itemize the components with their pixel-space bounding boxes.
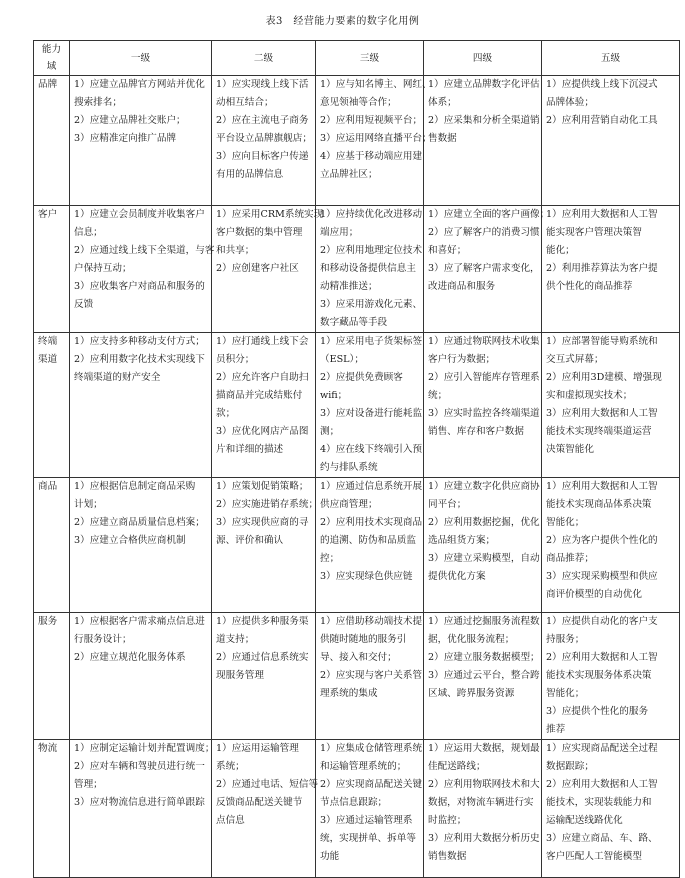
use-case-text-line: （ESL）； — [320, 354, 364, 365]
use-case-text-line: 3）应利用大数据分析历史 — [428, 833, 540, 844]
use-case-text-line: 和移动设备提供信息主 — [320, 263, 416, 274]
use-case-text-line: 数据，对物流车辆进行实 — [428, 797, 534, 808]
use-case-text-line: 的追溯、防伪和品质监 — [320, 535, 416, 546]
use-case-text-line: 商品推荐； — [546, 553, 594, 564]
use-case-text-line: 供随时随地的服务引 — [320, 634, 407, 645]
use-case-text-line: 运输配送线路优化 — [546, 815, 623, 826]
use-case-text-line: 4）应基于移动端应用建 — [320, 151, 423, 162]
header-row — [34, 41, 680, 76]
use-case-cell-level-1 — [70, 76, 212, 206]
use-case-text-line: 2）应通过线上线下全渠道，与客 — [74, 245, 215, 256]
use-case-text-line: 2）应实现商品配送关键 — [320, 779, 423, 790]
use-case-text-line: 功能 — [320, 851, 340, 862]
use-case-text-line: 3）应向目标客户传递 — [216, 151, 309, 162]
use-case-cell-level-4 — [424, 333, 542, 478]
use-case-text-line: 道支持； — [216, 634, 255, 645]
use-case-cell-level-2 — [212, 740, 319, 878]
use-case-text-line: 2）应了解客户的消费习惯 — [428, 227, 540, 238]
use-case-text-line: 2）应利用数字化技术实现线下 — [74, 354, 205, 365]
use-case-text-line: 数据跟踪； — [546, 761, 594, 772]
use-case-text-line: 1）应策划促销策略； — [216, 481, 309, 492]
column-header-level-2: 二级 — [212, 41, 316, 76]
use-case-text-line: 1）应持续优化改进移动 — [320, 209, 423, 220]
use-case-text-line: 推荐 — [546, 724, 566, 735]
use-case-text-line: 端应用； — [320, 227, 359, 238]
table-body — [34, 76, 680, 878]
use-case-text-line: 1）应实现商品配送全过程 — [546, 743, 658, 754]
use-case-text-line: 2）应允许客户自助扫 — [216, 372, 309, 383]
use-case-text-line: 佳配送路线； — [428, 761, 486, 772]
use-case-cell-level-3 — [316, 478, 424, 613]
use-case-text-line: 搜索排名； — [74, 97, 122, 108]
column-header-level-3: 三级 — [316, 41, 424, 76]
use-case-cell-level-2 — [212, 478, 319, 613]
use-case-text-line: 3）应实现采购模型和供应 — [546, 571, 658, 582]
use-case-text-line: 2）应利用营销自动化工具 — [546, 115, 658, 126]
use-case-text-line: 4）应在线下终端引入预 — [320, 444, 423, 455]
use-case-text-line: 立品牌社区； — [320, 169, 378, 180]
use-case-cell-level-1 — [70, 478, 212, 613]
use-case-text-line: 1）应建立全面的客户画像； — [428, 209, 550, 220]
use-case-text-line: 能技术实现终端渠道运营 — [546, 426, 652, 437]
use-case-text-line: 动精准推送； — [320, 281, 378, 292]
use-case-cell-level-3 — [316, 613, 424, 740]
use-case-text-line: 3）应运用网络直播平台； — [320, 133, 432, 144]
domain-cell — [34, 333, 70, 478]
use-case-text-line: 供应商管理； — [320, 499, 378, 510]
capability-use-case-table — [33, 40, 680, 878]
use-case-text-line: 实和虚拟现实技术； — [546, 390, 633, 401]
use-case-cell-level-1 — [70, 333, 212, 478]
table-row — [34, 613, 680, 740]
use-case-text-line: 反馈商品配送关键节 — [216, 797, 303, 808]
use-case-text-line: 描商品并完成结账付 — [216, 390, 303, 401]
use-case-text-line: 统，实现拼单、拆单等 — [320, 833, 416, 844]
use-case-text-line: 智能化； — [546, 517, 585, 528]
use-case-text-line: 3）应提供个性化的服务 — [546, 706, 649, 717]
use-case-text-line: 3）应建立商品、车、路、 — [546, 833, 658, 844]
use-case-text-line: 2）应利用3D建模、增强现 — [546, 372, 662, 383]
use-case-text-line: 3）应对物流信息进行简单跟踪 — [74, 797, 205, 808]
use-case-cell-level-4 — [424, 478, 542, 613]
use-case-text-line: 能技术实现商品体系决策 — [546, 499, 652, 510]
use-case-text-line: 2）应提供免费顾客 — [320, 372, 403, 383]
use-case-text-line: 1）应建立品牌官方网站并优化 — [74, 79, 205, 90]
use-case-text-line: 2）应建立品牌社交账户； — [74, 115, 186, 126]
column-header-level-4: 四级 — [424, 41, 542, 76]
use-case-text-line: 区域、跨界服务资源 — [428, 688, 515, 699]
use-case-text-line: 源、评价和确认 — [216, 535, 284, 546]
use-case-text-line: 导、接入和交付； — [320, 652, 397, 663]
use-case-text-line: 1）应根据客户需求痛点信息进 — [74, 616, 205, 627]
use-case-text-line: 1）应通过挖掘服务流程数 — [428, 616, 540, 627]
use-case-text-line: 客户行为数据； — [428, 354, 496, 365]
use-case-text-line: 3）应优化网店产品图 — [216, 426, 309, 437]
use-case-text-line: 员积分； — [216, 354, 255, 365]
use-case-text-line: 1）应根据信息制定商品采购 — [74, 481, 196, 492]
use-case-text-line: 时监控； — [428, 815, 467, 826]
use-case-text-line: 2）应创建客户社区 — [216, 263, 299, 274]
use-case-text-line: 现服务管理 — [216, 670, 264, 681]
use-case-text-line: 1）应部署智能导购系统和 — [546, 336, 658, 347]
use-case-text-line: 2）利用推荐算法为客户提 — [546, 263, 658, 274]
use-case-text-line: 1）应提供多种服务渠 — [216, 616, 309, 627]
use-case-text-line: 1）应通过信息系统开展 — [320, 481, 423, 492]
use-case-cell-level-2 — [212, 333, 316, 478]
use-case-text-line: 3）应精准定向推广品牌 — [74, 133, 177, 144]
use-case-text-line: 3）应实现绿色供应链 — [320, 571, 413, 582]
use-case-cell-level-5 — [542, 333, 680, 478]
use-case-text-line: 3）应实时监控各终端渠道 — [428, 408, 540, 419]
use-case-text-line: 统； — [428, 390, 448, 401]
use-case-text-line: 控； — [320, 553, 340, 564]
use-case-text-line: 有用的品牌信息 — [216, 169, 284, 180]
use-case-text-line: 1）应实现线上线下活 — [216, 79, 309, 90]
use-case-text-line: 数字藏品等手段 — [320, 317, 388, 328]
use-case-text-line: 1）应运用运输管理 — [216, 743, 299, 754]
use-case-text-line: 和喜好； — [428, 245, 467, 256]
use-case-text-line: 1）应建立会员制度并收集客户 — [74, 209, 205, 220]
use-case-text-line: 客户匹配人工智能模型 — [546, 851, 642, 862]
use-case-text-line: 3）应对设备进行能耗监 — [320, 408, 423, 419]
use-case-text-line: 能技术，实现装载能力和 — [546, 797, 652, 808]
use-case-text-line: 1）应提供自动化的客户支 — [546, 616, 658, 627]
use-case-text-line: 意见领袖等合作； — [320, 97, 397, 108]
use-case-cell-level-3 — [316, 333, 424, 478]
domain-label: 服务 — [38, 616, 58, 627]
use-case-text-line: 2）应通过电话、短信等 — [216, 779, 319, 790]
use-case-text-line: 2）应实现与客户关系管 — [320, 670, 423, 681]
use-case-cell-level-4 — [424, 613, 542, 740]
use-case-text-line: 1）应建立品牌数字化评估 — [428, 79, 540, 90]
domain-cell — [34, 76, 70, 206]
use-case-cell-level-4 — [424, 740, 542, 878]
domain-cell — [34, 613, 70, 740]
use-case-text-line: 动相互结合； — [216, 97, 274, 108]
use-case-text-line: 改进商品和服务 — [428, 281, 496, 292]
use-case-text-line: 2）应利用大数据和人工智 — [546, 779, 658, 790]
use-case-text-line: 1）应制定运输计划并配置调度； — [74, 743, 215, 754]
use-case-text-line: 选品组货方案； — [428, 535, 496, 546]
use-case-text-line: 3）应建立采购模型，自动 — [428, 553, 540, 564]
use-case-cell-level-3 — [316, 76, 432, 206]
use-case-cell-level-4 — [424, 76, 542, 206]
use-case-text-line: 节点信息跟踪； — [320, 797, 388, 808]
use-case-text-line: 2）应在主流电子商务 — [216, 115, 309, 126]
use-case-text-line: 点信息 — [216, 815, 245, 826]
use-case-text-line: 片和详细的描述 — [216, 444, 284, 455]
use-case-text-line: 供个性化的商品推荐 — [546, 281, 633, 292]
use-case-text-line: 2）应利用技术实现商品 — [320, 517, 423, 528]
use-case-text-line: 2）应实施进销存系统； — [216, 499, 319, 510]
domain-cell — [34, 740, 70, 878]
use-case-cell-level-2 — [212, 76, 316, 206]
use-case-text-line: 1）应与知名博主、网红、 — [320, 79, 432, 90]
use-case-text-line: 智能化； — [546, 688, 585, 699]
use-case-text-line: 信息； — [74, 227, 103, 238]
use-case-text-line: 3）应通过云平台，整合跨 — [428, 670, 540, 681]
use-case-text-line: 1）应利用大数据和人工智 — [546, 481, 658, 492]
use-case-text-line: 2）应对车辆和驾驶员进行统一 — [74, 761, 205, 772]
use-case-text-line: 理系统的集成 — [320, 688, 378, 699]
use-case-text-line: 款； — [216, 408, 236, 419]
use-case-text-line: 管理； — [74, 779, 103, 790]
use-case-text-line: 品牌体验； — [546, 97, 594, 108]
use-case-text-line: 1）应建立数字化供应商协 — [428, 481, 540, 492]
use-case-cell-level-5 — [542, 740, 680, 878]
use-case-text-line: 2）应建立商品质量信息档案； — [74, 517, 205, 528]
use-case-cell-level-4 — [424, 206, 550, 333]
use-case-text-line: 约与排队系统 — [320, 462, 378, 473]
table-row — [34, 76, 680, 206]
use-case-text-line: 2）应利用短视频平台； — [320, 115, 423, 126]
use-case-text-line: 平台设立品牌旗舰店； — [216, 133, 312, 144]
use-case-text-line: 能化； — [546, 245, 575, 256]
use-case-text-line: 反馈 — [74, 299, 94, 310]
use-case-cell-level-3 — [316, 740, 424, 878]
use-case-cell-level-1 — [70, 740, 215, 878]
use-case-text-line: 2）应为客户提供个性化的 — [546, 535, 658, 546]
table-row — [34, 740, 680, 878]
use-case-text-line: 1）应通过物联网技术收集 — [428, 336, 540, 347]
use-case-cell-level-5 — [542, 76, 680, 206]
use-case-cell-level-5 — [542, 478, 680, 613]
use-case-text-line: 和共享； — [216, 245, 255, 256]
table-row — [34, 478, 680, 613]
use-case-cell-level-5 — [542, 613, 680, 740]
use-case-text-line: 销售、库存和客户数据 — [428, 426, 524, 437]
use-case-text-line: 持服务； — [546, 634, 585, 645]
use-case-text-line: 计划； — [74, 499, 103, 510]
column-header-level-5: 五级 — [542, 41, 680, 76]
domain-cell — [34, 478, 70, 613]
use-case-text-line: 1）应打通线上线下会 — [216, 336, 309, 347]
use-case-text-line: 3）应实现供应商的寻 — [216, 517, 309, 528]
use-case-text-line: 户保持互动； — [74, 263, 132, 274]
use-case-text-line: 能技术实现服务体系决策 — [546, 670, 652, 681]
use-case-text-line: 2）应利用地理定位技术 — [320, 245, 423, 256]
use-case-text-line: 2）应采集和分析全渠道销 — [428, 115, 540, 126]
table-row — [34, 333, 680, 478]
use-case-text-line: 3）应通过运输管理系 — [320, 815, 413, 826]
use-case-cell-level-2 — [212, 206, 324, 333]
domain-label: 终端 — [38, 336, 58, 347]
use-case-text-line: 3）应收集客户对商品和服务的 — [74, 281, 205, 292]
use-case-text-line: 2）应引入智能库存管理系 — [428, 372, 540, 383]
use-case-text-line: 交互式屏幕； — [546, 354, 604, 365]
use-case-text-line: 终端渠道的财产安全 — [74, 372, 161, 383]
use-case-text-line: 同平台； — [428, 499, 467, 510]
use-case-text-line: 测； — [320, 426, 340, 437]
use-case-text-line: 商评价模型的自动优化 — [546, 589, 642, 600]
use-case-cell-level-1 — [70, 613, 212, 740]
use-case-text-line: 1）应采用CRM系统实现 — [216, 209, 324, 220]
column-header-domain: 能力域 — [34, 41, 70, 76]
domain-label: 品牌 — [38, 79, 58, 90]
use-case-cell-level-2 — [212, 613, 316, 740]
use-case-cell-level-1 — [70, 206, 215, 333]
use-case-text-line: 2）应利用物联网技术和大 — [428, 779, 540, 790]
table-row — [34, 206, 680, 333]
use-case-text-line: 行服务设计； — [74, 634, 132, 645]
use-case-text-line: 决策智能化 — [546, 444, 594, 455]
table-caption: 表3 经营能力要素的数字化用例 — [265, 16, 420, 27]
use-case-text-line: 1）应借助移动端技术提 — [320, 616, 423, 627]
use-case-text-line: 和运输管理系统的； — [320, 761, 407, 772]
use-case-text-line: 系统； — [216, 761, 245, 772]
use-case-cell-level-3 — [316, 206, 424, 333]
use-case-text-line: 1）应集成仓储管理系统 — [320, 743, 423, 754]
use-case-text-line: 销售数据 — [428, 851, 467, 862]
use-case-text-line: 2）应利用数据挖掘，优化 — [428, 517, 540, 528]
use-case-text-line: wifi； — [320, 390, 348, 401]
domain-label: 物流 — [38, 743, 58, 754]
use-case-text-line: 1）应支持多种移动支付方式； — [74, 336, 205, 347]
use-case-text-line: 1）应提供线上线下沉浸式 — [546, 79, 658, 90]
use-case-text-line: 2）应利用大数据和人工智 — [546, 652, 658, 663]
domain-label: 客户 — [38, 209, 58, 220]
use-case-text-line: 3）应建立合格供应商机制 — [74, 535, 186, 546]
use-case-text-line: 2）应通过信息系统实 — [216, 652, 309, 663]
use-case-cell-level-5 — [542, 206, 680, 333]
use-case-text-line: 3）应利用大数据和人工智 — [546, 408, 658, 419]
use-case-text-line: 1）应采用电子货架标签 — [320, 336, 423, 347]
use-case-text-line: 3）应采用游戏化元素、 — [320, 299, 423, 310]
use-case-text-line: 能实现客户管理决策智 — [546, 227, 642, 238]
use-case-text-line: 3）应了解客户需求变化， — [428, 263, 540, 274]
column-header-level-1: 一级 — [70, 41, 212, 76]
use-case-text-line: 1）应运用大数据，规划最 — [428, 743, 540, 754]
use-case-text-line: 体系； — [428, 97, 457, 108]
use-case-text-line: 客户数据的集中管理 — [216, 227, 303, 238]
domain-label: 商品 — [38, 481, 58, 492]
domain-cell — [34, 206, 70, 333]
domain-label: 渠道 — [38, 354, 58, 365]
use-case-text-line: 2）应建立规范化服务体系 — [74, 652, 186, 663]
use-case-text-line: 提供优化方案 — [428, 571, 486, 582]
use-case-text-line: 2）应建立服务数据模型； — [428, 652, 540, 663]
use-case-text-line: 据，优化服务流程； — [428, 634, 515, 645]
use-case-text-line: 1）应利用大数据和人工智 — [546, 209, 658, 220]
use-case-text-line: 售数据 — [428, 133, 457, 144]
